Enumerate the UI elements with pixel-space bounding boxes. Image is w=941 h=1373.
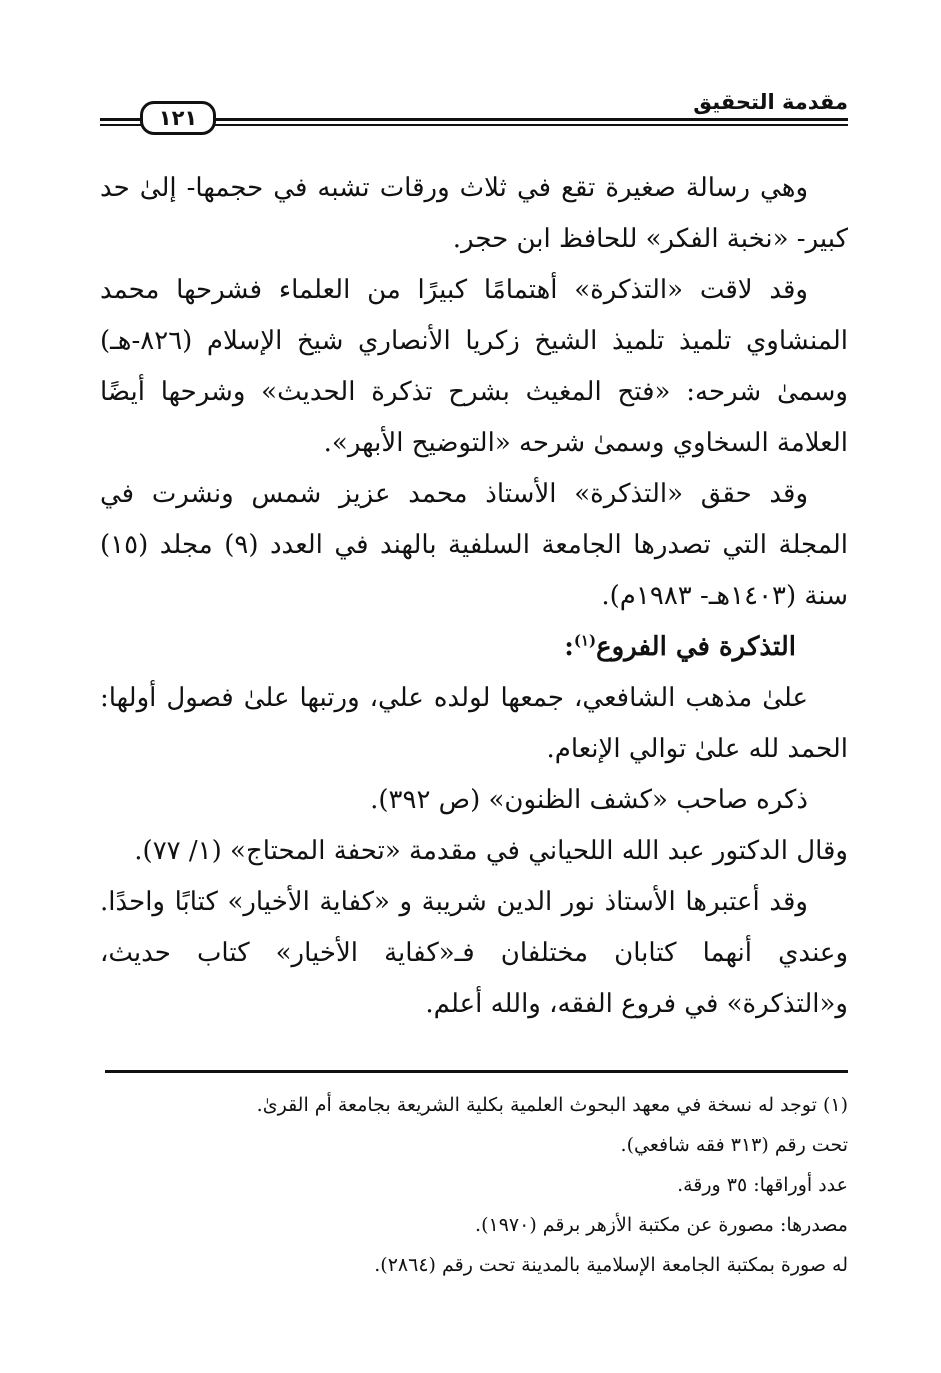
main-text (100, 163, 848, 1030)
paragraph-3: وقد حقق «التذكرة» الأستاذ محمد عزيز شمس ونشرت في المجلة التي تصدرها الجامعة السلفية بالهند في العدد (٩) مجلد (١٥) سنة (١٤٠٣هـ- ١٩٨٣م). (100, 479, 849, 611)
footnote-line-2: تحت رقم (٣١٣ فقه شافعي). (620, 1134, 848, 1156)
heading-text: التذكرة في الفروع (596, 632, 796, 662)
footnote-separator (105, 1070, 848, 1073)
section-heading (100, 622, 848, 673)
paragraph-2: وقد لاقت «التذكرة» أهتمامًا كبيرًا من العلماء فشرحها محمد المنشاوي تلميذ تلميذ الشيخ زكريا الأنصاري شيخ الإسلام (٨٢٦-هـ) وسمىٰ شرحه: «فتح المغيث بشرح تذكرة الحديث» وشرحها أيضًا العلامة السخاوي وسمىٰ شرحه «التوضيح الأبهر». (100, 275, 848, 458)
footnote-line-4: مصدرها: مصورة عن مكتبة الأزهر برقم (١٩٧٠). (475, 1214, 848, 1236)
paragraph-1: وهي رسالة صغيرة تقع في ثلاث ورقات تشبه في حجمها- إلىٰ حد كبير- «نخبة الفكر» للحافظ ابن حجر. (100, 173, 848, 254)
footnote-marker: (١) (573, 631, 597, 650)
page-number: ١٢١ (140, 101, 216, 135)
footnote-line-5: له صورة بمكتبة الجامعة الإسلامية بالمدينة تحت رقم (٢٨٦٤). (374, 1254, 848, 1276)
paragraph-6: وقال الدكتور عبد الله اللحياني في مقدمة «تحفة المحتاج» (١/ ٧٧). (134, 836, 848, 866)
paragraph-5: ذكره صاحب «كشف الظنون» (ص ٣٩٢). (370, 785, 808, 815)
running-title: مقدمة التحقيق (693, 90, 848, 114)
paragraph-4: علىٰ مذهب الشافعي، جمعها لولده علي، ورتبها علىٰ فصول أولها: الحمد لله علىٰ توالي الإنعام. (100, 683, 848, 764)
footnote-line-3: عدد أوراقها: ٣٥ ورقة. (677, 1174, 848, 1196)
paragraph-7: وقد أعتبرها الأستاذ نور الدين شريبة و «كفاية الأخيار» كتابًا واحدًا. وعندي أنهما كتابان مختلفان فـ«كفاية الأخيار» كتاب حديث، و«التذكرة» في فروع الفقه، والله أعلم. (100, 887, 848, 1019)
footnotes (100, 1085, 848, 1285)
heading-colon: : (564, 632, 574, 662)
page-header (100, 82, 848, 132)
footnote-1: (١) توجد له نسخة في معهد البحوث العلمية بكلية الشريعة بجامعة أم القرىٰ. (256, 1094, 848, 1116)
